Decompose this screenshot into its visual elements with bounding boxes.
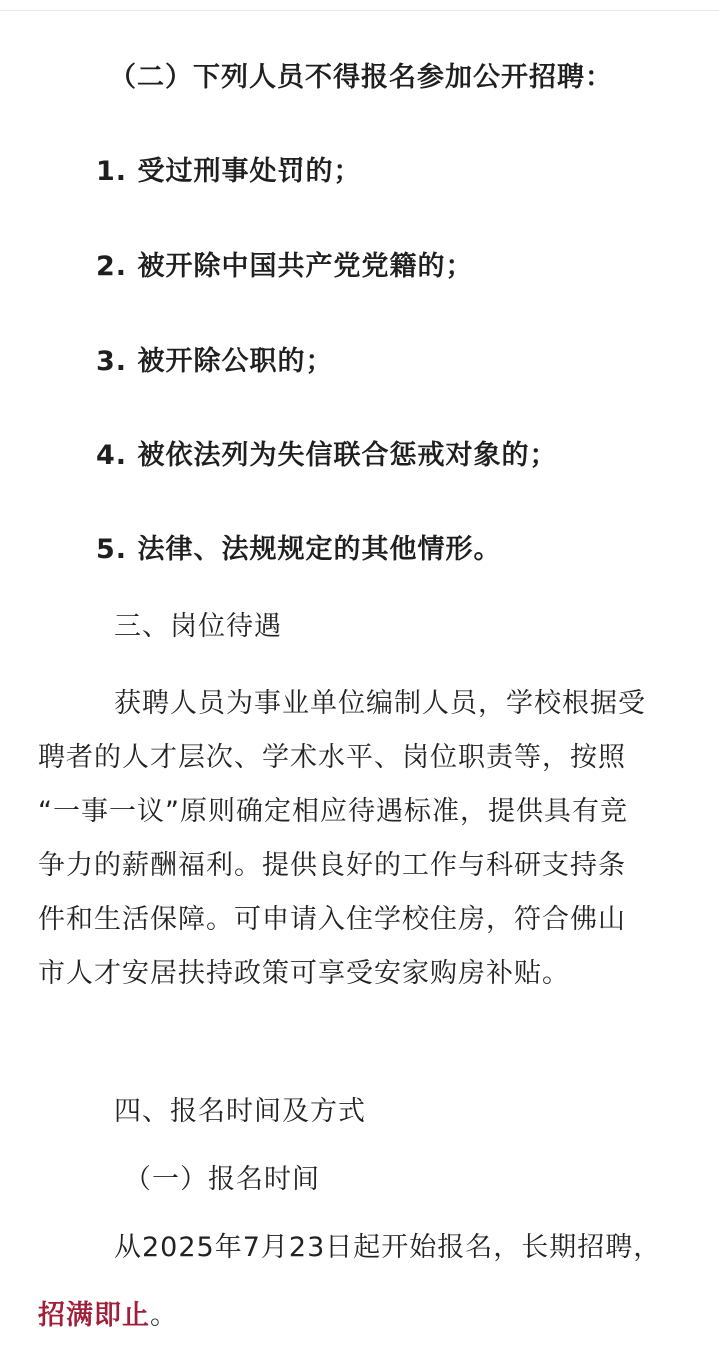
restriction-item-4: 4. 被依法列为失信联合惩戒对象的； [96, 440, 558, 471]
registration-time-text-end [38, 1296, 178, 1336]
highlight-recruitment-ends: 招满即止 [38, 1300, 150, 1331]
registration-time-text: 从2025年7月23日起开始报名，长期招聘， [114, 1232, 662, 1263]
section-four-heading: 四、报名时间及方式 [114, 1096, 366, 1127]
restriction-item-3: 3. 被开除公职的； [96, 346, 334, 377]
registration-time-subheading: （一）报名时间 [124, 1164, 320, 1195]
paragraph-line-6: 市人才安居扶持政策可享受安家购房补贴。 [38, 958, 570, 989]
paragraph-line-3: “一事一议”原则确定相应待遇标准，提供具有竞 [38, 796, 628, 827]
top-divider [0, 0, 719, 11]
restriction-item-5: 5. 法律、法规规定的其他情形。 [96, 534, 502, 565]
paragraph-line-5: 件和生活保障。可申请入住学校住房，符合佛山 [38, 904, 626, 935]
period-mark: 。 [150, 1300, 178, 1331]
restriction-item-1: 1. 受过刑事处罚的； [96, 156, 362, 187]
restrictions-heading: （二）下列人员不得报名参加公开招聘： [109, 62, 613, 93]
paragraph-line-2: 聘者的人才层次、学术水平、岗位职责等，按照 [38, 742, 626, 773]
section-three-heading: 三、岗位待遇 [114, 611, 282, 642]
paragraph-line-1: 获聘人员为事业单位编制人员，学校根据受 [114, 688, 646, 719]
section-three-paragraph [38, 677, 688, 1001]
paragraph-line-4: 争力的薪酬福利。提供良好的工作与科研支持条 [38, 850, 626, 881]
restriction-item-2: 2. 被开除中国共产党党籍的； [96, 251, 474, 282]
